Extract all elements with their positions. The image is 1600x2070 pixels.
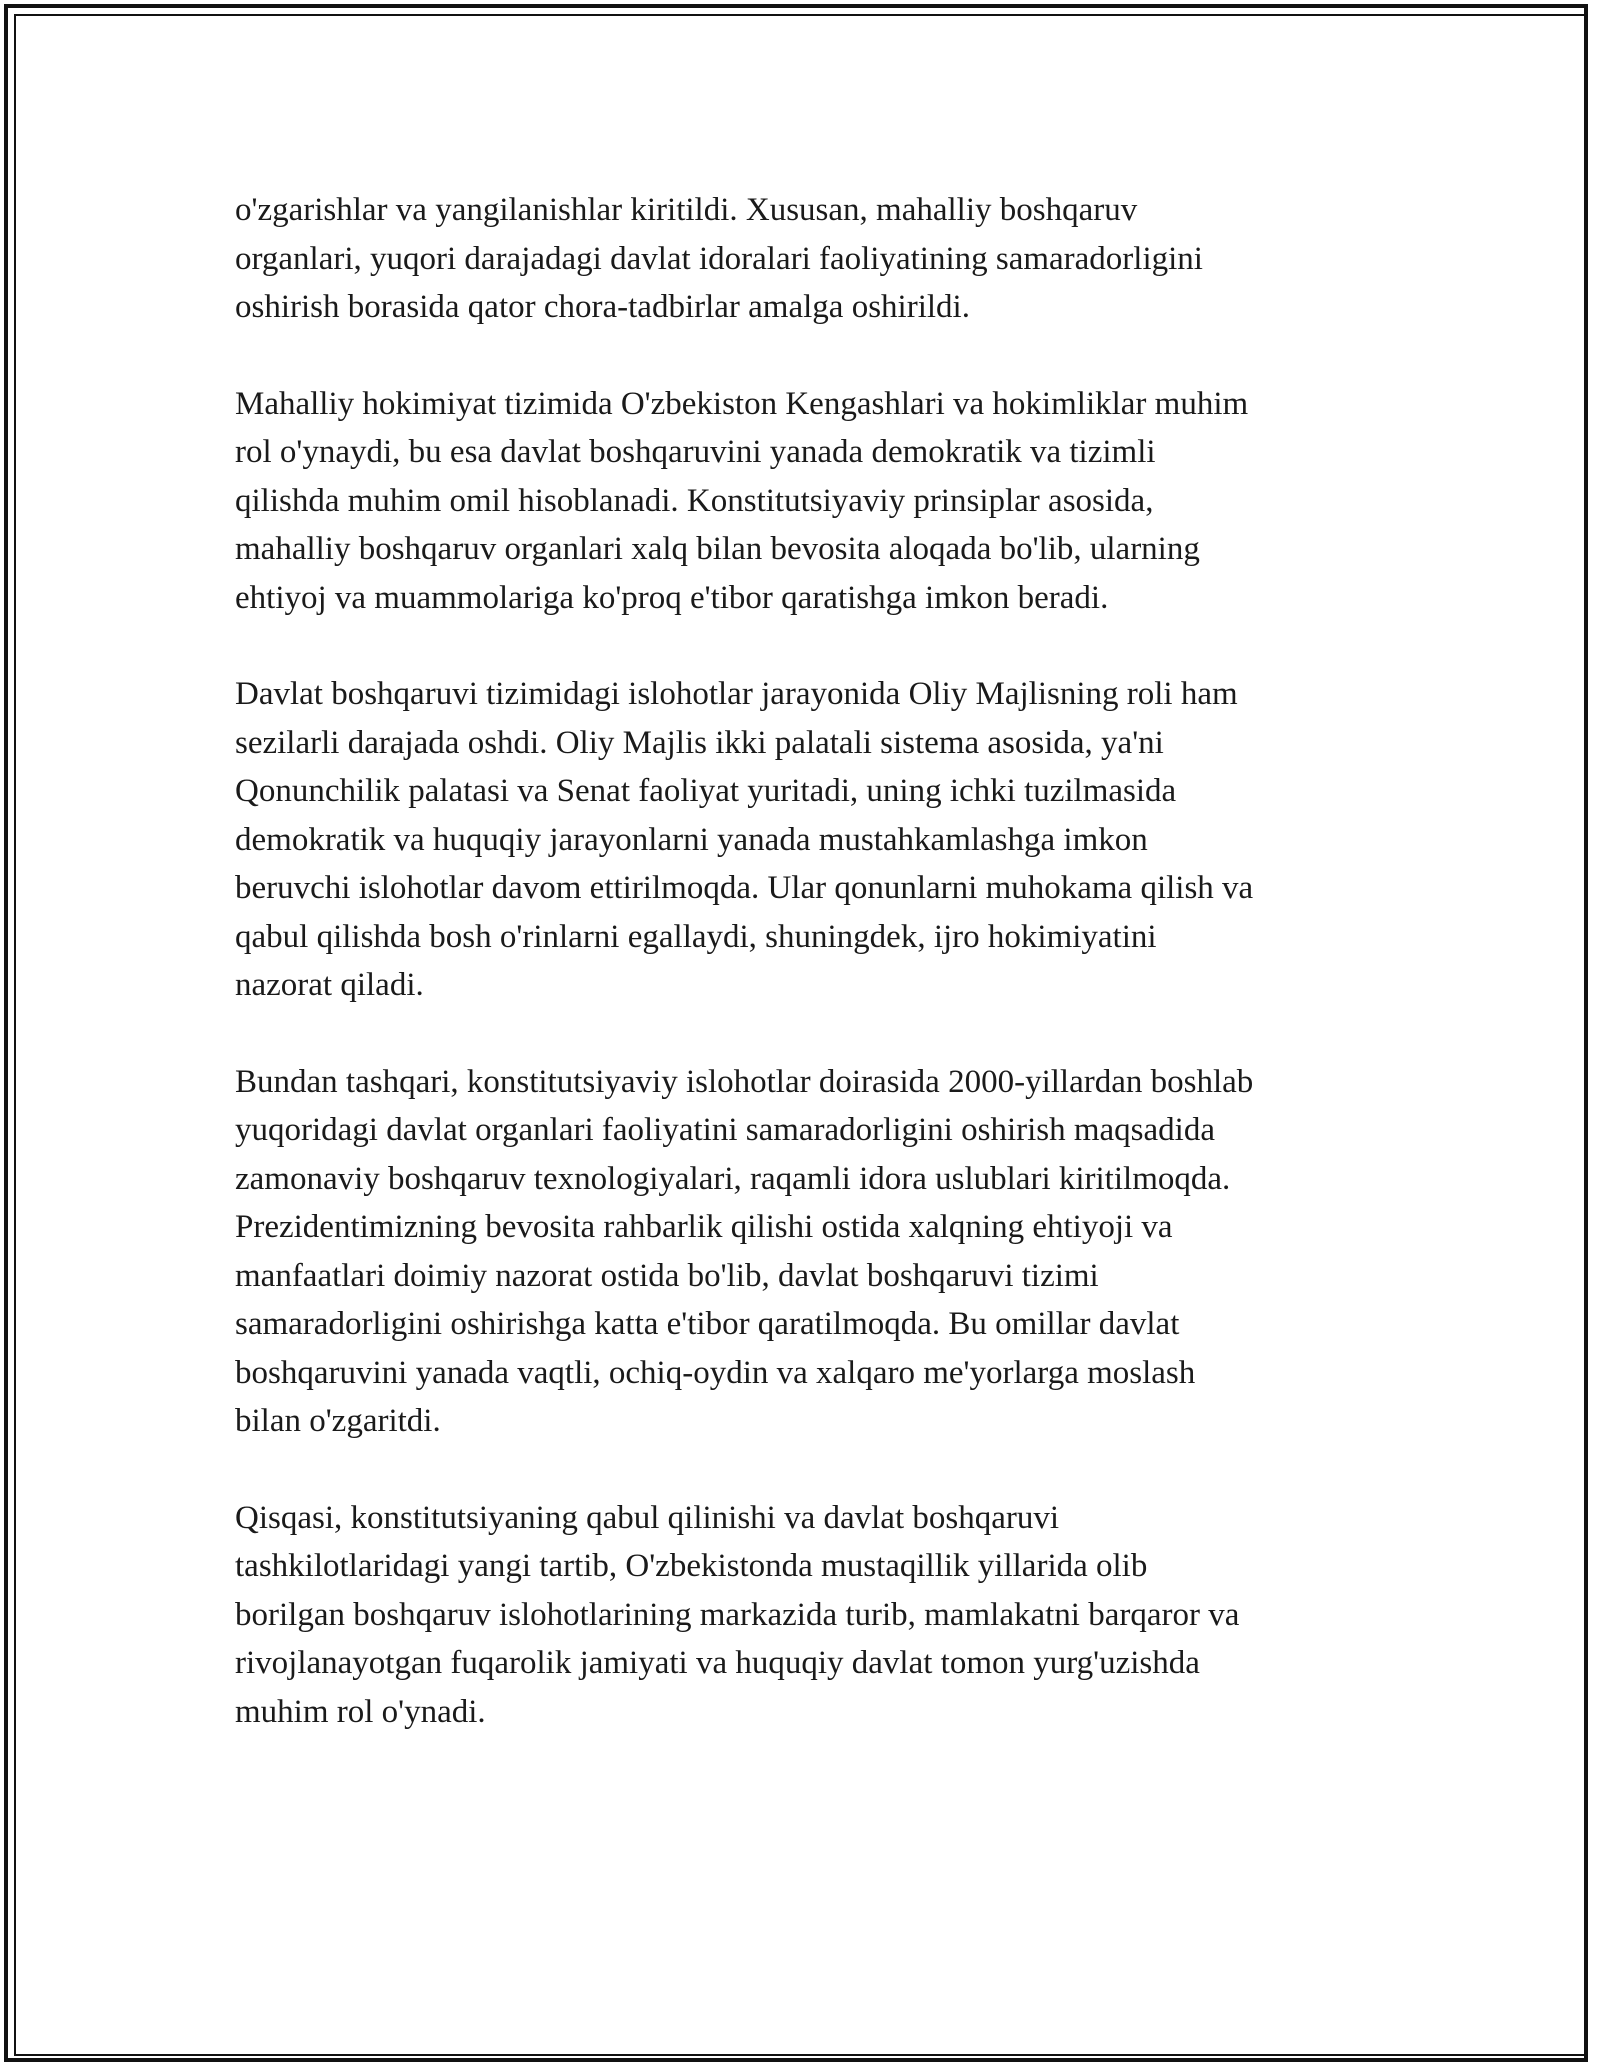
paragraph-4: Bundan tashqari, konstitutsiyaviy islohotlar doirasida 2000-yillardan boshlab yuqoridagi davlat organlari faoliyatini samaradorligini oshirish maqsadida zamonaviy boshqaruv texnologiyalari, raqamli idora uslublari kiritilmoqda. Prezidentimizning bevosita rahbarlik qilishi ostida xalqning ehtiyoji va manfaatlari doimiy nazorat ostida bo'lib, davlat boshqaruvi tizimi samaradorligini oshirishga katta e'tibor qaratilmoqda. Bu omillar davlat boshqaruvini yanada vaqtli, ochiq-oydin va xalqaro me'yorlarga moslash bilan o'zgaritdi. — [235, 1063, 1254, 1439]
paragraph-1: o'zgarishlar va yangilanishlar kiritildi. Xususan, mahalliy boshqaruv organlari, yuqori darajadagi davlat idoralari faoliyatining samaradorligini oshirish borasida qator chora-tadbirlar amalga oshirildi. — [235, 192, 1203, 325]
paragraph-2: Mahalliy hokimiyat tizimida O'zbekiston Kengashlari va hokimliklar muhim rol o'ynaydi, bu esa davlat boshqaruvini yanada demokratik va tizimli qilishda muhim omil hisoblanadi. Konstitutsiyaviy prinsiplar asosida, mahalliy boshqaruv organlari xalq bilan bevosita aloqada bo'lib, ularning ehtiyoj va muammolariga ko'proq e'tibor qaratishga imkon beradi. — [235, 385, 1249, 616]
paragraph-5: Qisqasi, konstitutsiyaning qabul qilinishi va davlat boshqaruvi tashkilotlaridagi yangi tartib, O'zbekistonda mustaqillik yillarida olib borilgan boshqaruv islohotlarining markazida turib, mamlakatni barqaror va rivojlanayotgan fuqarolik jamiyati va huquqiy davlat tomon yurg'uzishda muhim rol o'ynadi. — [235, 1499, 1240, 1730]
document-body — [235, 186, 1375, 1784]
paragraph-3: Davlat boshqaruvi tizimidagi islohotlar jarayonida Oliy Majlisning roli ham sezilarli darajada oshdi. Oliy Majlis ikki palatali sistema asosida, ya'ni Qonunchilik palatasi va Senat faoliyat yuritadi, uning ichki tuzilmasida demokratik va huquqiy jarayonlarni yanada mustahkamlashga imkon beruvchi islohotlar davom ettirilmoqda. Ular qonunlarni muhokama qilish va qabul qilishda bosh o'rinlarni egallaydi, shuningdek, ijro hokimiyatini nazorat qiladi. — [235, 676, 1254, 1003]
